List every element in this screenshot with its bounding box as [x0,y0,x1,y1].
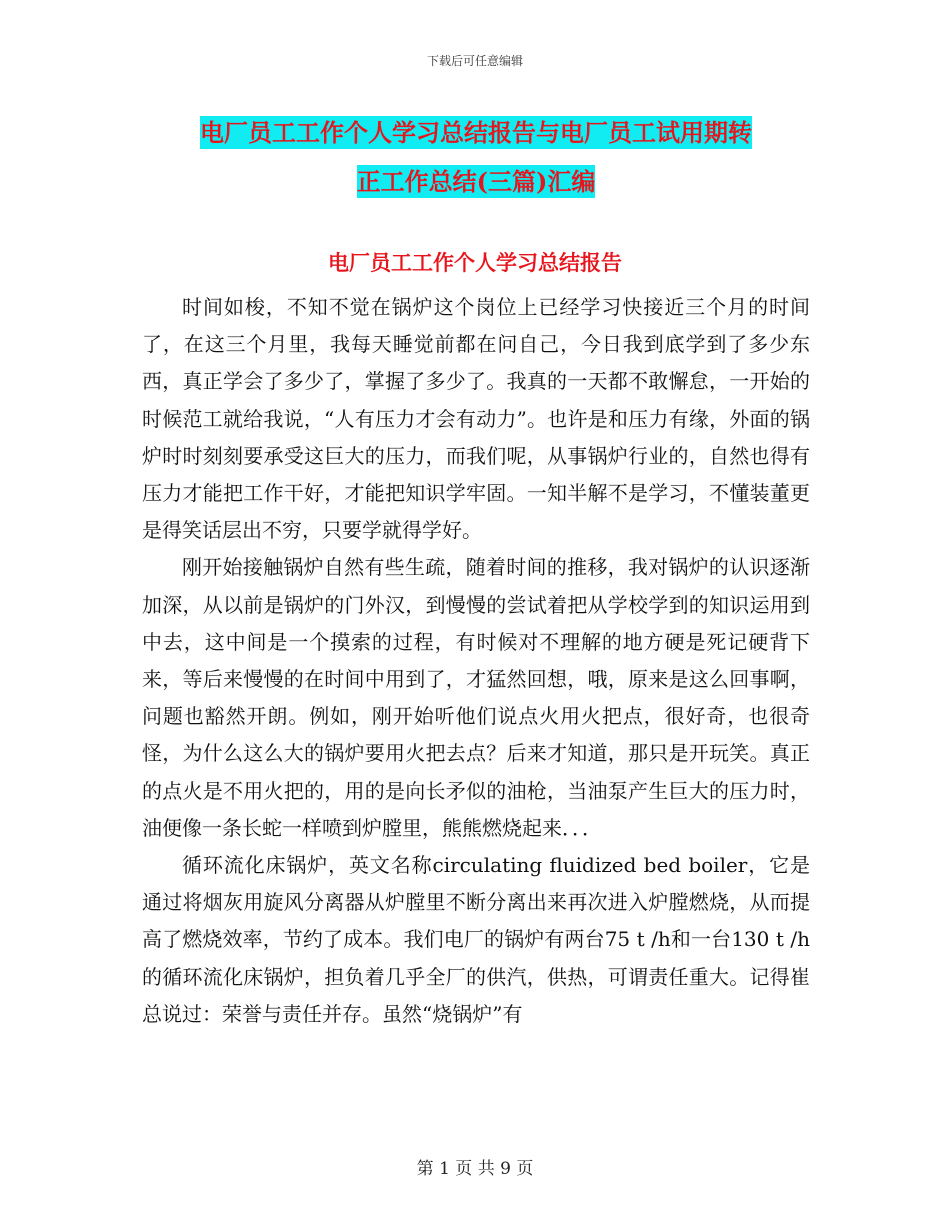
paragraph: 时间如梭，不知不觉在锅炉这个岗位上已经学习快接近三个月的时间了，在这三个月里，我每天睡觉前都在问自己，今日我到底学到了多少东西，真正学会了多少了，掌握了多少了。我真的一天都不敢懈怠，一开始的时候范工就给我说，“人有压力才会有动力”。也许是和压力有缘，外面的锅炉时时刻刻要承受这巨大的压力，而我们呢，从事锅炉行业的，自然也得有压力才能把工作干好，才能把知识学牢固。一知半解不是学习，不懂装董更是得笑话层出不穷，只要学就得学好。 [142,295,810,543]
document-body [142,289,810,1033]
title-line-1: 电厂员工工作个人学习总结报告与电厂员工试用期转 [200,118,752,147]
section-title: 电厂员工工作个人学习总结报告 [328,250,622,275]
document-title [140,108,812,206]
page-footer: 第 1 页 共 9 页 [416,1159,534,1179]
paragraph: 循环流化床锅炉，英文名称circulating fluidized bed boiler，它是通过将烟灰用旋风分离器从炉膛里不断分离出来再次进入炉膛燃烧，从而提高了燃烧效率，节约了成本。我们电厂的锅炉有两台75 t /h和一台130 t /h的循环流化床锅炉，担负着几乎全厂的供汽，供热，可谓责任重大。记得崔总说过：荣誉与责任并存。虽然“烧锅炉”有 [142,853,810,1026]
title-line-2: 正工作总结(三篇)汇编 [356,167,596,196]
paragraph: 刚开始接触锅炉自然有些生疏，随着时间的推移，我对锅炉的认识逐渐加深，从以前是锅炉的门外汉，到慢慢的尝试着把从学校学到的知识运用到中去，这中间是一个摸索的过程，有时候对不理解的地方硬是死记硬背下来，等后来慢慢的在时间中用到了，才猛然回想，哦，原来是这么回事啊，问题也豁然开朗。例如，刚开始听他们说点火用火把点，很好奇，也很奇怪，为什么这么大的锅炉要用火把去点？后来才知道，那只是开玩笑。真正的点火是不用火把的，用的是向长矛似的油枪，当油泵产生巨大的压力时，油便像一条长蛇一样喷到炉膛里，熊熊燃烧起来．．． [142,555,810,840]
header-note: 下载后可任意编辑 [426,54,523,68]
